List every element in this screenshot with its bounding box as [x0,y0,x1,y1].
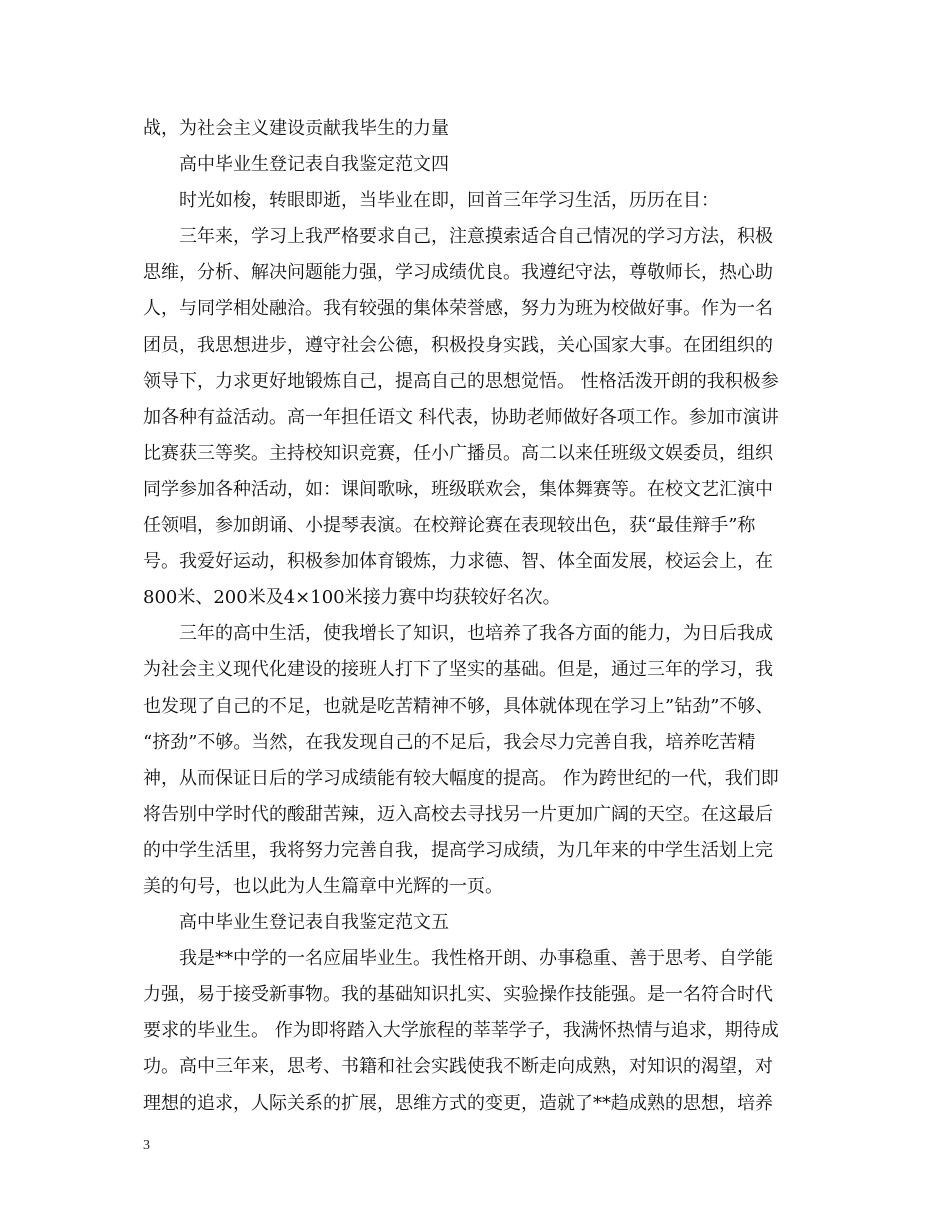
section-heading: 高中毕业生登记表自我鉴定范文四 [143,154,449,176]
text-line: 要求的毕业生。 作为即将踏入大学旅程的莘莘学子，我满怀热情与追求，期待成 [143,1020,779,1042]
text-line: 力强，易于接受新事物。我的基础知识扎实、实验操作技能强。是一名符合时代 [143,984,773,1006]
text-line: 也发现了自己的不足，也就是吃苦精神不够，具体就体现在学习上”钻劲”不够、 [143,695,774,717]
text-line: 三年来，学习上我严格要求自己，注意摸索适合自己情况的学习方法，积极 [143,226,773,248]
text-line: 为社会主义现代化建设的接班人打下了坚实的基础。但是，通过三年的学习，我 [143,659,773,681]
text-line: 思维，分析、解决问题能力强，学习成绩优良。我遵纪守法，尊敬师长，热心助 [143,262,773,284]
text-line: 将告别中学时代的酸甜苦辣，迈入高校去寻找另一片更加广阔的天空。在这最后 [143,803,773,825]
text-line: 美的句号，也以此为人生篇章中光辉的一页。 [143,875,503,897]
text-line: 团员，我思想进步，遵守社会公德，积极投身实践，关心国家大事。在团组织的 [143,334,773,356]
text-line: 功。高中三年来，思考、书籍和社会实践使我不断走向成熟，对知识的渴望，对 [143,1056,773,1078]
text-line: 号。我爱好运动，积极参加体育锻炼，力求德、智、体全面发展，校运会上，在 [143,551,773,573]
text-line: 理想的追求，人际关系的扩展，思维方式的变更，造就了**趋成熟的思想，培养 [143,1092,773,1114]
text-line: 神，从而保证日后的学习成绩能有较大幅度的提高。 作为跨世纪的一代，我们即 [143,767,779,789]
text-line: 的中学生活里，我将努力完善自我，提高学习成绩，为几年来的中学生活划上完 [143,839,773,861]
document-body [143,111,808,1122]
text-line: 领导下，力求更好地锻炼自己，提高自己的思想觉悟。 性格活泼开朗的我积极参 [143,370,779,392]
text-line: 我是**中学的一名应届毕业生。我性格开朗、办事稳重、善于思考、自学能 [143,948,773,970]
text-line: 800米、200米及4×100米接力赛中均获较好名次。 [143,587,561,609]
page-number: 3 [143,1138,150,1153]
text-line: 比赛获三等奖。主持校知识竞赛，任小广播员。高二以来任班级文娱委员，组织 [143,442,773,464]
section-heading: 高中毕业生登记表自我鉴定范文五 [143,912,449,934]
text-line: “挤劲”不够。当然，在我发现自己的不足后，我会尽力完善自我，培养吃苦精 [143,731,756,753]
text-line: 人，与同学相处融洽。我有较强的集体荣誉感，努力为班为校做好事。作为一名 [143,298,773,320]
text-line: 任领唱，参加朗诵、小提琴表演。在校辩论赛在表现较出色，获“最佳辩手”称 [143,515,756,537]
text-line: 同学参加各种活动，如：课间歌咏，班级联欢会，集体舞赛等。在校文艺汇演中 [143,478,773,500]
text-line: 战，为社会主义建设贡献我毕生的力量 [143,118,449,139]
text-line: 三年的高中生活，使我增长了知识，也培养了我各方面的能力，为日后我成 [143,623,773,645]
text-line: 时光如梭，转眼即逝，当毕业在即，回首三年学习生活，历历在目： [143,190,719,212]
text-line: 加各种有益活动。高一年担任语文 科代表，协助老师做好各项工作。参加市演讲 [143,406,779,428]
